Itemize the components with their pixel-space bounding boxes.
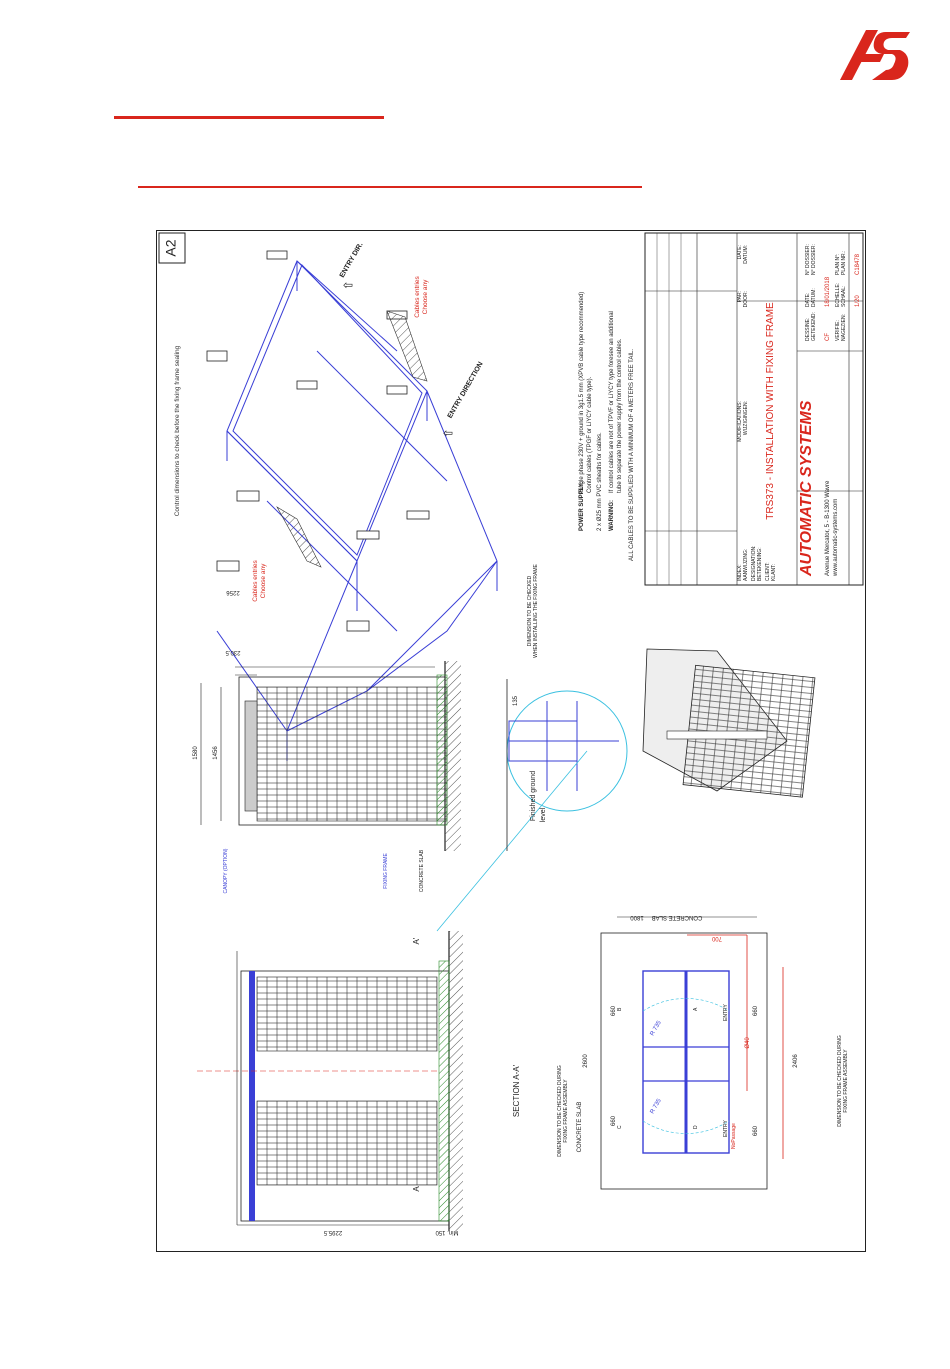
plan-label-c: C <box>617 1125 623 1129</box>
warning-line-2: tube to separate the power supply from the control cables. <box>617 338 623 493</box>
tb-scale-value: 1/20 <box>855 295 861 307</box>
power-supply-line-3: 2 x Ø25 mm PVC sheaths for cables. <box>597 432 603 531</box>
tb-date2-value: 18/01/2018 <box>825 276 831 307</box>
concrete-slab-dim-label: CONCRETE SLAB <box>651 914 703 920</box>
company-logo-text: AUTOMATIC SYSTEMS <box>798 400 815 576</box>
dim-to-check-label-1: DIMENSION TO BE CHECKED <box>527 575 533 647</box>
dim-frame-check-1-right: DIMENSION TO BE CHECKED DURING <box>837 1035 843 1127</box>
tb-designer-label: DESSINE: <box>805 317 811 341</box>
plan-view <box>601 917 783 1189</box>
tb-date-label: DATE: <box>737 245 743 260</box>
cables-free-tail-note: ALL CABLES TO BE SUPPLIED WITH A MINIMUM OF 4 METERS FREE TAIL. <box>629 348 635 561</box>
cable-entry-hatch-1 <box>277 507 321 567</box>
dim-660-right-bottom: 660 <box>753 1125 759 1137</box>
canopy-option-label: CANOPY (OPTION) <box>223 848 229 894</box>
dim-660-right-top: 660 <box>753 1005 759 1017</box>
power-supply-line-2: Control cables (TPGF or LiYCY cable type). <box>587 376 593 493</box>
company-website: www.automatic-systems.com <box>833 498 839 576</box>
entry-direction-label: ENTRY DIRECTION <box>446 360 485 420</box>
anchor-posts <box>207 251 429 631</box>
side-elevation-view <box>201 661 461 851</box>
sheet-size-label: A2 <box>162 239 179 257</box>
drawing-title: TRS373 - INSTALLATION WITH FIXING FRAME <box>765 302 776 520</box>
tb-date2-label: DATE: <box>805 292 811 307</box>
tb-plan-label-nl: PLAN NR.: <box>841 250 847 275</box>
plan-entry-label-1: ENTRY <box>723 1004 729 1021</box>
title-block <box>645 233 863 585</box>
finished-ground-label: Finished ground <box>530 770 537 822</box>
header-rule-top <box>114 116 384 119</box>
section-a-prime-label: A' <box>412 937 421 945</box>
section-a-label: A <box>412 1186 421 1192</box>
power-supply-line-1: Single phase 230V + ground in 3g1.5 mm (XPVB cable type recommended) <box>579 291 585 493</box>
tb-client-label-nl: KLANT: <box>771 564 777 581</box>
concrete-slab-side-label: CONCRETE SLAB <box>577 1101 583 1153</box>
power-supply-notes <box>579 292 635 561</box>
tb-scale-label: ECHELLE: <box>835 282 841 307</box>
cables-entries-label-2: Cables entries <box>414 276 421 318</box>
entry-direction-arrow-icon: ⇦ <box>443 426 454 440</box>
dim-frame-check-1-left: DIMENSION TO BE CHECKED DURING <box>557 1065 563 1157</box>
technical-drawing-sheet <box>156 230 866 1252</box>
tb-modifications-label: MODIFICATIONS: <box>737 401 743 442</box>
dim-to-check-label-2: WHEN INSTALLING THE FIXING FRAME <box>533 564 539 658</box>
concrete-slab-label: CONCRETE SLAB <box>419 849 425 893</box>
turnstile-3d-render <box>643 649 815 797</box>
tb-modifications-label-nl: WIJZIGINGEN: <box>743 401 749 436</box>
tb-date2-label-nl: DATUM: <box>811 288 817 307</box>
cables-entries-sub-2: Choose any <box>422 279 429 315</box>
dim-1456: 1456 <box>213 746 219 760</box>
dim-1800: 1800 <box>630 914 644 920</box>
dim-2600: 2600 <box>583 1054 589 1068</box>
warning-line-1: If control cables are not of TPVF or LiYCY type foresee an additional <box>609 311 615 493</box>
radius-735-label-2: R 735 <box>649 1098 663 1115</box>
plan-entry-label-2: ENTRY <box>723 1120 729 1137</box>
plan-label-b: B <box>617 1007 623 1011</box>
tb-designation-label-nl: BETEKENING: <box>757 547 763 581</box>
entry-arrow-icon: ⇦ <box>343 278 354 292</box>
plan-label-a: A <box>693 1007 699 1011</box>
section-aa-title: SECTION A-A' <box>512 1064 521 1118</box>
cables-entries-label-1: Cables entries <box>252 560 259 602</box>
tb-file-label: N° DOSSIER: <box>805 244 811 275</box>
tb-designer-label-nl: GETEKEND: <box>811 312 817 341</box>
tb-file-label-nl: N° DOSSIER: <box>811 244 817 275</box>
dim-2256: 2256 <box>226 589 240 595</box>
cables-entries-sub-1: Choose any <box>260 563 267 599</box>
fixing-frame-label: FIXING FRAME <box>383 853 389 889</box>
dim-1580: 1580 <box>193 746 199 760</box>
tb-par-label: PAR: <box>737 291 743 303</box>
radius-735-label-1: R 735 <box>649 1020 663 1037</box>
dim-660-left-bottom: 660 <box>611 1115 617 1127</box>
company-address: Avenue Mercator, 5 - B-1300 Wavre <box>825 480 831 576</box>
dim-230: 230.5 <box>225 649 241 655</box>
tb-scale-label-nl: SCHAAL: <box>841 285 847 307</box>
tb-door-label: DOOR: <box>743 291 749 308</box>
dim-frame-check-2-left: FIXING FRAME ASSEMBLY <box>563 1079 569 1143</box>
drawing-canvas <box>157 231 865 1251</box>
tb-datum-label: DATUM: <box>743 245 749 264</box>
dim-2406: 2406 <box>793 1054 799 1068</box>
tb-plan-label: PLAN N°: <box>835 253 841 275</box>
tb-plan-value: C18478 <box>855 253 861 275</box>
tb-designation-label: DESIGNATION: <box>751 545 757 581</box>
as-logo-icon <box>836 24 916 84</box>
tb-index-label-nl: AANWIJZING: <box>743 548 749 581</box>
tb-verified-label: VERIFIE: <box>835 320 841 341</box>
dim-min-150: Min. 150 <box>435 1229 459 1235</box>
tb-designer-value: CF <box>825 333 831 341</box>
tb-client-label: CLIENT: <box>765 562 771 581</box>
diameter-40-label: Ø40 <box>745 1037 751 1049</box>
dim-700: 700 <box>711 935 723 941</box>
dim-2295: 2295.5 <box>323 1229 343 1235</box>
front-elevation-view <box>197 931 463 1231</box>
dim-135: 135 <box>513 695 519 707</box>
dim-frame-check-2-right: FIXING FRAME ASSEMBLY <box>843 1049 849 1113</box>
tb-index-label: INDEX: <box>737 564 743 581</box>
dim-660-left-top: 660 <box>611 1005 617 1017</box>
plan-no-passage-label: NoPassage <box>731 1123 737 1149</box>
tb-verified-label-nl: NAGEZIEN: <box>841 314 847 341</box>
plan-label-d: D <box>693 1125 699 1129</box>
warning-label: WARNING: <box>609 500 615 531</box>
header-rule-bottom <box>138 186 642 188</box>
entry-dir-label: ENTRY DIR. <box>338 241 365 280</box>
power-supply-label: POWER SUPPLY: <box>579 481 585 531</box>
control-dimensions-note: Control dimensions to check before the fixing frame sealing <box>174 345 181 517</box>
finished-ground-level-label: level <box>540 807 547 823</box>
